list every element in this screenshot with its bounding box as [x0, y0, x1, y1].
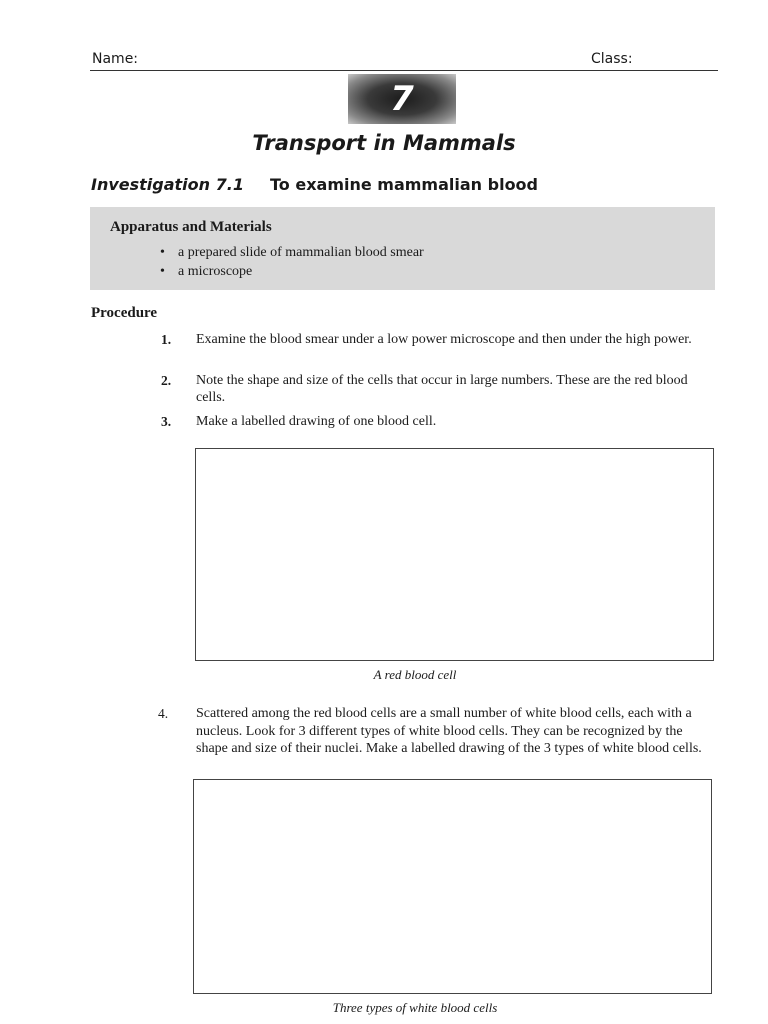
step-text: Make a labelled drawing of one blood cell.	[196, 414, 437, 429]
chapter-badge	[348, 74, 456, 124]
step-text: Examine the blood smear under a low power microscope and then under the high power.	[196, 332, 692, 347]
step-number: 1.	[161, 332, 172, 347]
step-text: Note the shape and size of the cells that occur in large numbers. These are the red blood cells.	[196, 373, 688, 405]
investigation-title: To examine mammalian blood	[270, 175, 538, 194]
name-label: Name:	[92, 51, 139, 67]
investigation-number: Investigation 7.1	[91, 175, 244, 194]
procedure-heading: Procedure	[91, 305, 158, 321]
caption-white-cells: Three types of white blood cells	[332, 1000, 498, 1015]
step-text: Scattered among the red blood cells are a small number of white blood cells, each with a nucleus. Look for 3 different types of white blood cells. They can be recognized by the shape and size of their nuclei. Make a labelled drawing of the 3 types of white blood cells.	[196, 706, 702, 756]
header-rule	[90, 70, 718, 71]
bullet-icon: •	[160, 264, 165, 279]
step-number: 4.	[158, 706, 169, 721]
class-label: Class:	[591, 51, 633, 67]
caption-red-cell: A red blood cell	[373, 667, 457, 682]
apparatus-item: • a prepared slide of mammalian blood smear	[160, 245, 424, 260]
apparatus-heading: Apparatus and Materials	[110, 219, 272, 235]
bullet-icon: •	[160, 245, 165, 260]
chapter-title: Transport in Mammals	[252, 131, 516, 155]
step-number: 3.	[161, 414, 172, 429]
drawing-box-white-cells[interactable]	[193, 779, 712, 994]
apparatus-item: • a microscope	[160, 264, 253, 279]
step-number: 2.	[161, 373, 172, 388]
drawing-box-red-cell[interactable]	[195, 448, 714, 661]
apparatus-panel	[90, 207, 715, 290]
apparatus-list	[160, 243, 424, 281]
chapter-number: 7	[390, 79, 414, 119]
